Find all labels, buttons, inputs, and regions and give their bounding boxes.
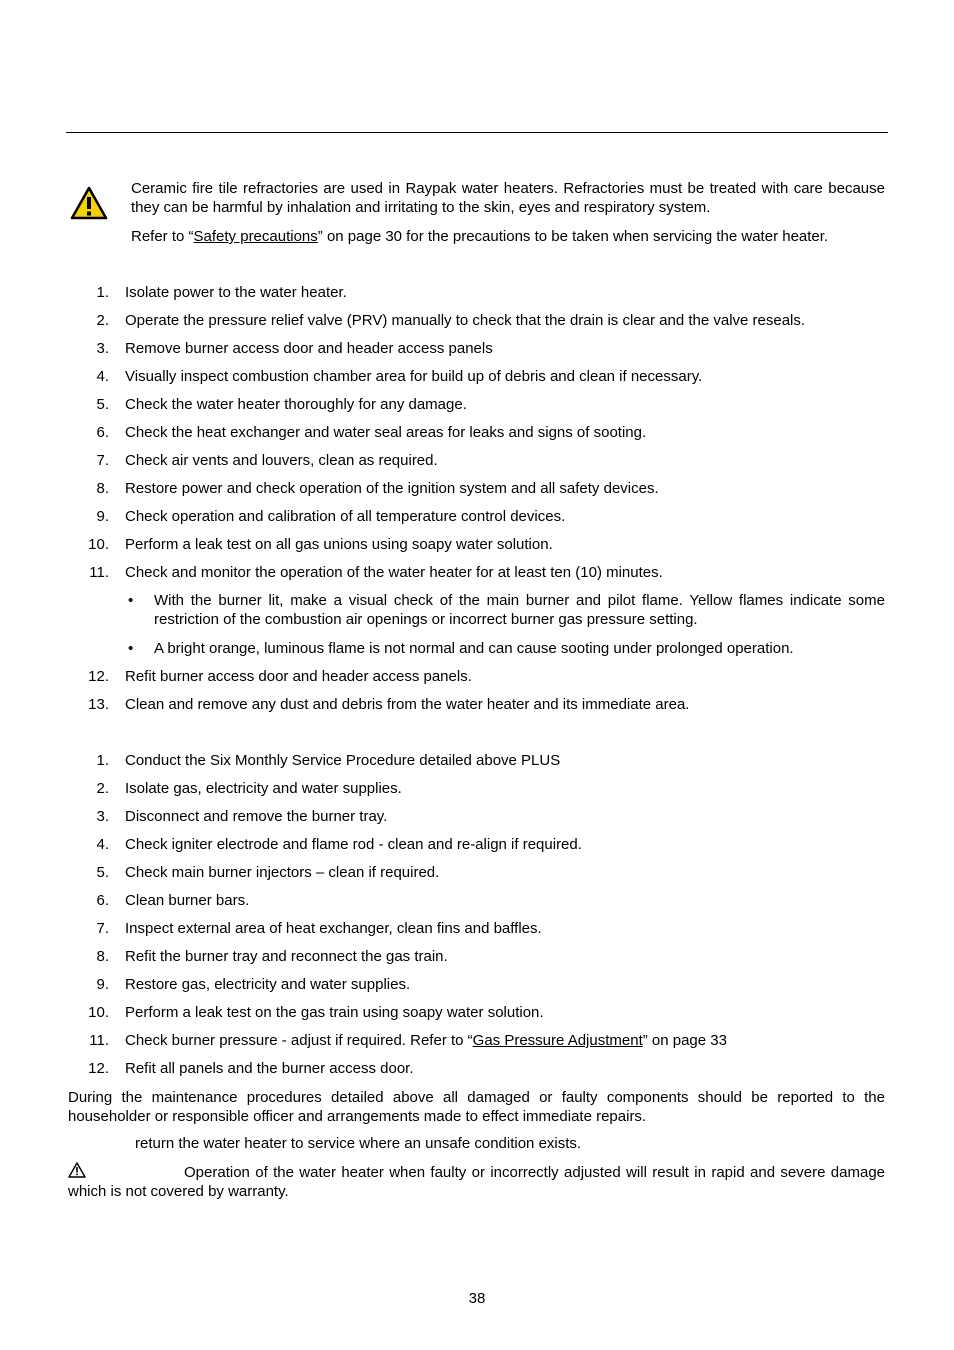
- list-item: 4. Check igniter electrode and flame rod - clean and re-align if required.: [96, 836, 582, 853]
- gas-pressure-adjustment-link[interactable]: Gas Pressure Adjustment: [472, 1032, 643, 1049]
- list-item: 11. Check and monitor the operation of the water heater for at least ten (10) minutes.: [89, 564, 663, 581]
- list-item: 8. Restore power and check operation of the ignition system and all safety devices.: [96, 480, 659, 497]
- list-item: 6. Clean burner bars.: [96, 892, 250, 909]
- six-monthly-service-list: [68, 283, 885, 591]
- list-item: 8. Refit the burner tray and reconnect the gas train.: [96, 948, 448, 965]
- list-item: 5. Check main burner injectors – clean if required.: [96, 864, 440, 881]
- list-item: 2. Operate the pressure relief valve (PRV) manually to check that the drain is clear and the valve reseals.: [96, 312, 806, 329]
- bullet-dot: •: [128, 592, 134, 609]
- list-item: 3. Remove burner access door and header access panels: [96, 340, 493, 357]
- list-item: 10. Perform a leak test on the gas train using soapy water solution.: [88, 1004, 544, 1021]
- list-item: 9. Restore gas, electricity and water supplies.: [96, 976, 411, 993]
- list-item: 9. Check operation and calibration of all temperature control devices.: [96, 508, 566, 525]
- list-item: 12. Refit all panels and the burner access door.: [88, 1060, 414, 1077]
- list-item: 7. Inspect external area of heat exchanger, clean fins and baffles.: [96, 920, 542, 937]
- list-item: 1. Isolate power to the water heater.: [96, 284, 347, 301]
- list-item: 2. Isolate gas, electricity and water supplies.: [96, 780, 402, 797]
- list-item: 13. Clean and remove any dust and debris from the water heater and its immediate area.: [88, 696, 690, 713]
- annual-service-list: [68, 751, 885, 1087]
- header-rule: [66, 132, 888, 133]
- safety-precautions-link[interactable]: Safety precautions: [193, 228, 318, 245]
- unsafe-condition-note: return the water heater to service where an unsafe condition exists.: [135, 1135, 582, 1152]
- warning-triangle-icon: [70, 186, 108, 220]
- list-item: 11. Check burner pressure - adjust if required. Refer to “Gas Pressure Adjustment” on page 33: [89, 1032, 727, 1049]
- page-number: 38: [468, 1290, 486, 1307]
- maintenance-note: During the maintenance procedures detailed above all damaged or faulty components should be reported to the householder or responsible officer and arrangements made to effect immediate repairs.: [68, 1089, 885, 1125]
- list-item: 10. Perform a leak test on all gas unions using soapy water solution.: [88, 536, 553, 553]
- safety-reference-text: Refer to “Safety precautions” on page 30 for the precautions to be taken when servicing the water heater.: [131, 228, 829, 245]
- refractory-caution-text: Ceramic fire tile refractories are used in Raypak water heaters. Refractories must be treated with care because they can be harmful by inhalation and irritating to the skin, eyes and respiratory system.: [131, 180, 885, 216]
- list-item: 4. Visually inspect combustion chamber area for build up of debris and clean if necessary.: [96, 368, 703, 385]
- list-item: 1. Conduct the Six Monthly Service Procedure detailed above PLUS: [96, 752, 561, 769]
- list-item: 7. Check air vents and louvers, clean as required.: [96, 452, 438, 469]
- six-monthly-service-list-continued: [68, 667, 885, 723]
- list-item: 5. Check the water heater thoroughly for any damage.: [96, 396, 467, 413]
- bullet-dot: •: [128, 640, 134, 657]
- warranty-warning-note: Operation of the water heater when faulty or incorrectly adjusted will result in rapid and severe damage which is not covered by warranty.: [68, 1164, 885, 1200]
- list-item: 3. Disconnect and remove the burner tray.: [96, 808, 388, 825]
- list-item: 12. Refit burner access door and header access panels.: [88, 668, 472, 685]
- list-item: 6. Check the heat exchanger and water seal areas for leaks and signs of sooting.: [96, 424, 647, 441]
